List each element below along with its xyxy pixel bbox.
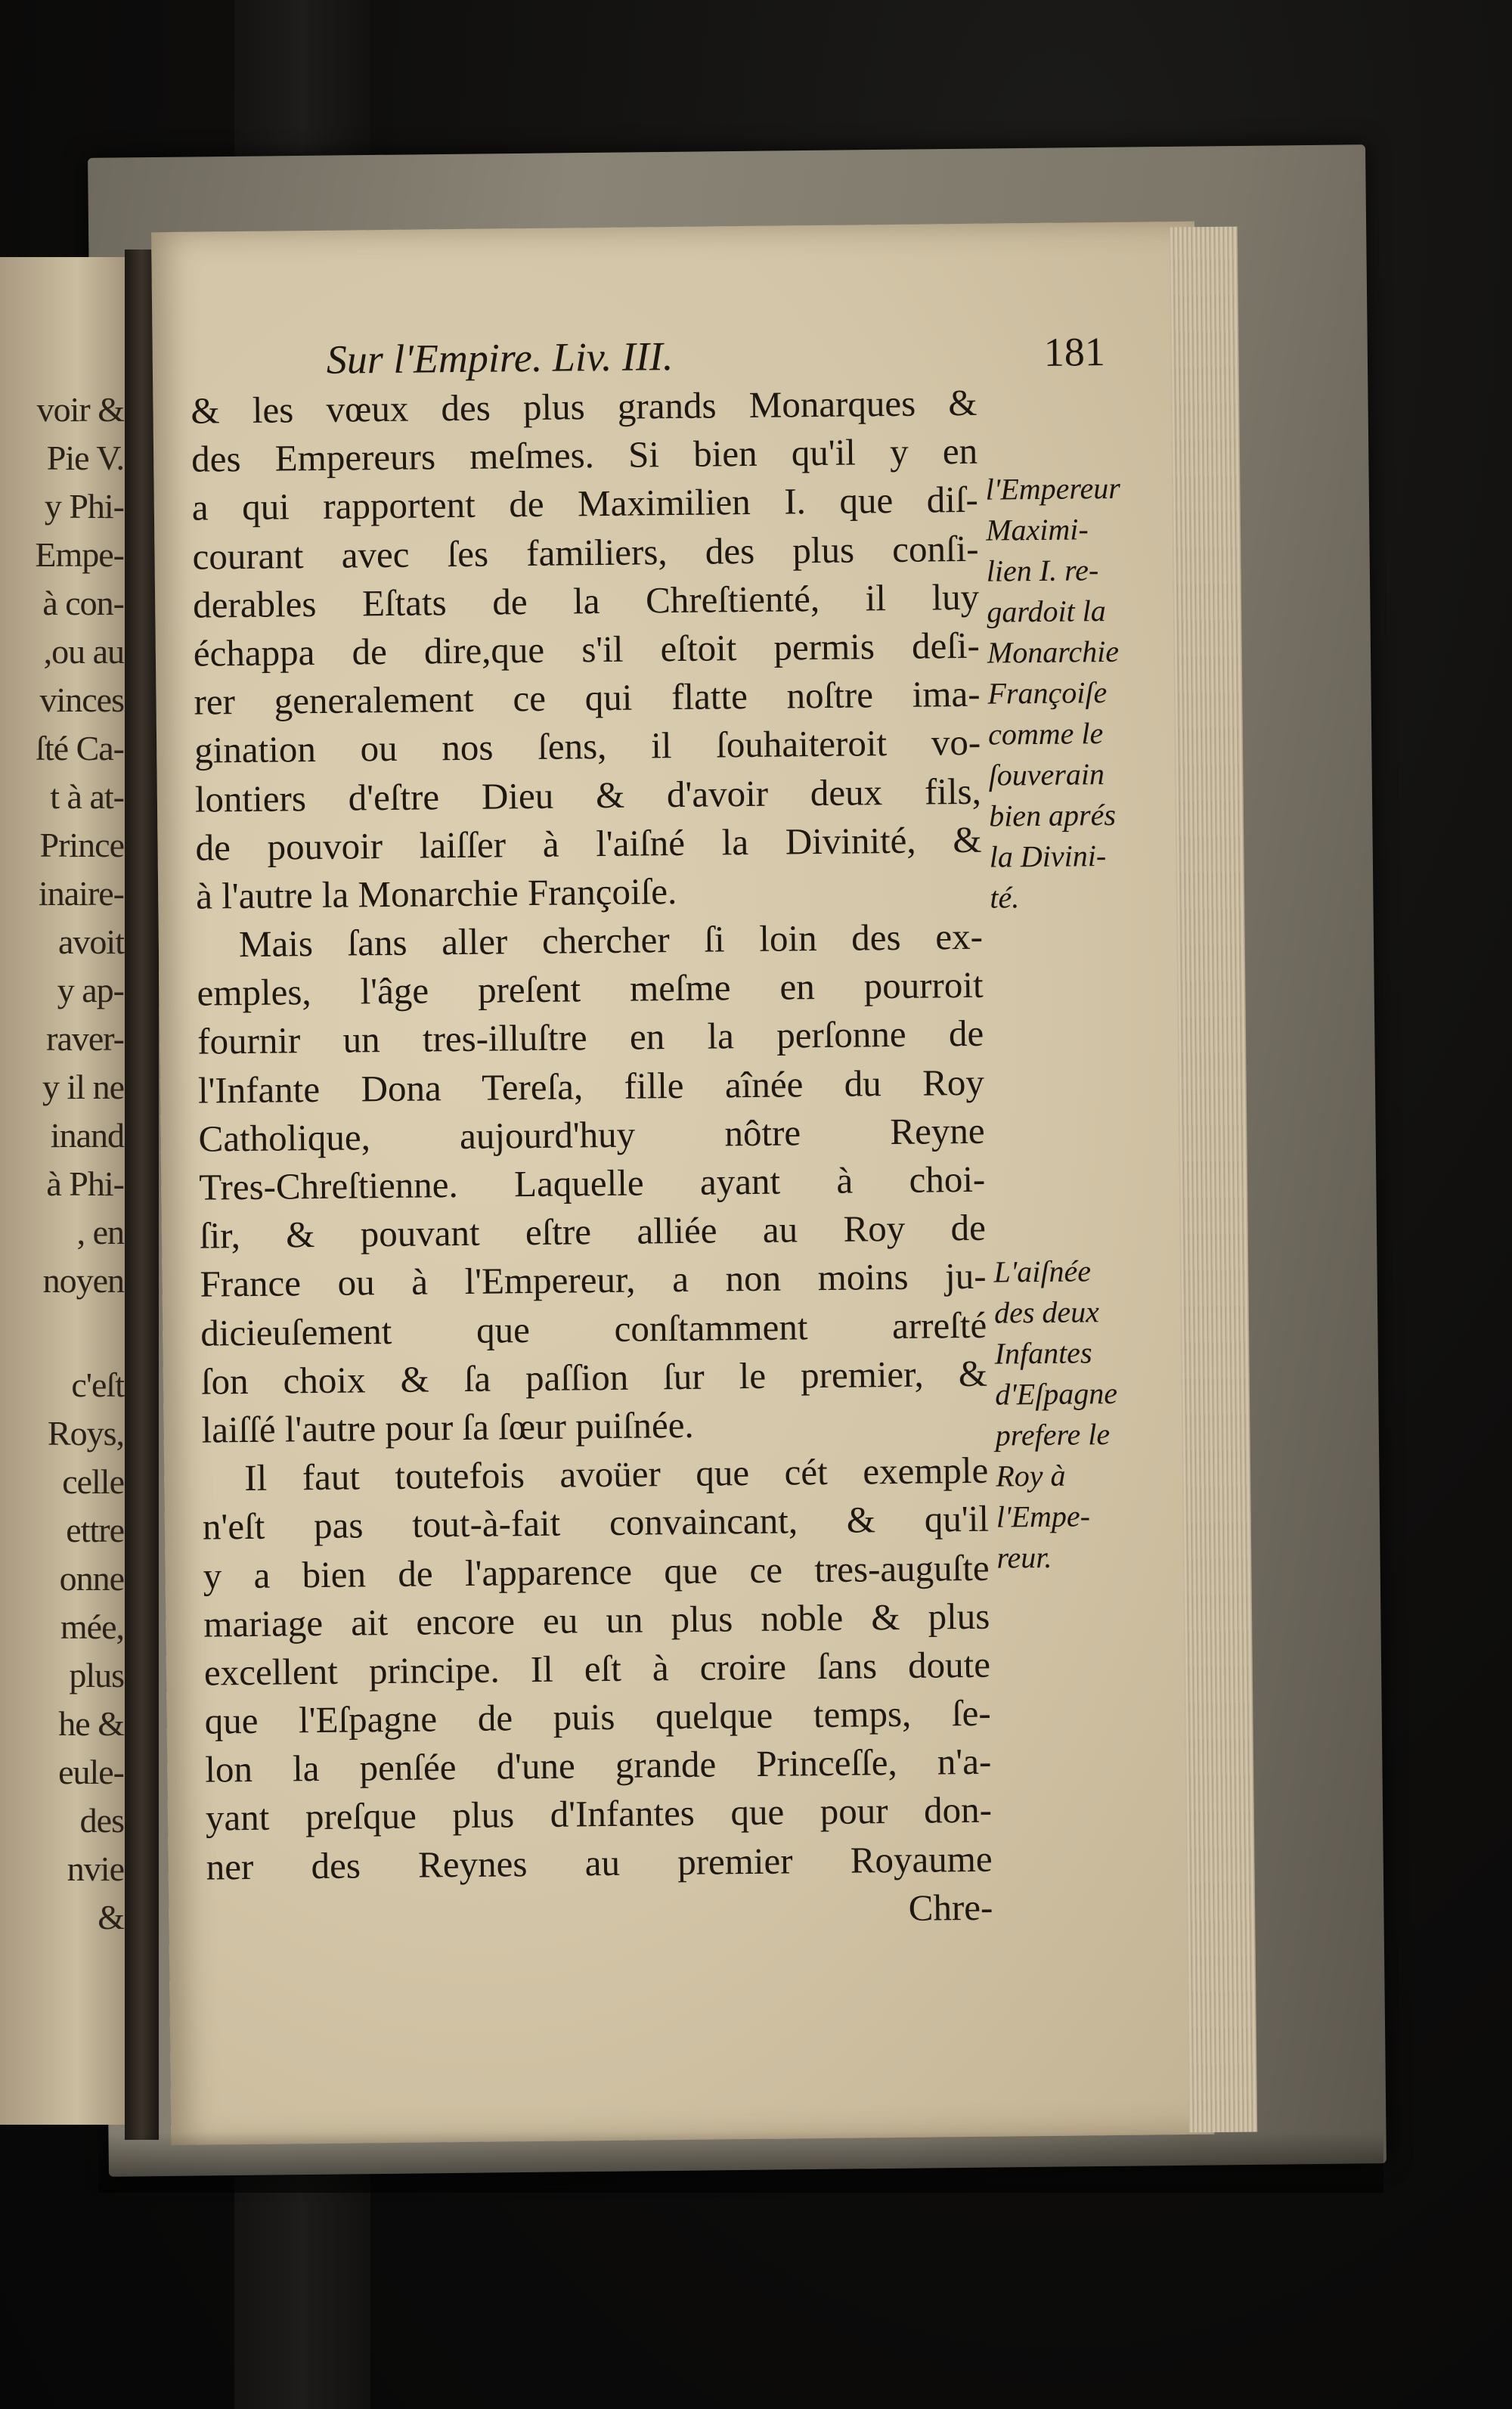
text-line: Catholique, aujourd'huy nôtre Reyne	[198, 1109, 985, 1160]
text-line: que l'Eſpagne de puis quelque temps, ſe-	[204, 1691, 991, 1742]
left-page-fragment: he &	[58, 1704, 124, 1743]
running-head-title: Sur l'Empire. Liv. III.	[326, 333, 674, 383]
margin-note-line: l'Empe-	[996, 1499, 1091, 1534]
left-page-fragment: noyen	[42, 1261, 124, 1300]
margin-note-line: l'Empereur	[985, 470, 1121, 507]
left-page-fragment: voir &	[36, 390, 124, 429]
left-page-fragment: vinces	[39, 681, 124, 719]
text-line: France ou à l'Empereur, a non moins ju-	[200, 1255, 987, 1305]
margin-note-line: la Divini-	[989, 839, 1107, 874]
text-line: derables Eſtats de la Chreſtienté, il luy	[192, 575, 980, 626]
margin-note-line: L'aiſnée	[993, 1254, 1092, 1289]
left-page-fragment: inand	[50, 1116, 124, 1155]
margin-note-line: Infantes	[994, 1335, 1092, 1371]
text-line: de pouvoir laiſſer à l'aiſné la Divinité, &	[195, 818, 982, 869]
left-page-fragment: y Phi-	[44, 487, 124, 526]
text-line: ner des Reynes au premier Royaume	[206, 1837, 993, 1888]
left-page-fragment: y il ne	[42, 1068, 124, 1106]
left-page-fragment: Pie V.	[46, 439, 124, 477]
margin-note-line: Roy à	[996, 1458, 1066, 1493]
text-line: lon la penſée d'une grande Princeſſe, n'a-	[205, 1740, 992, 1790]
margin-note-line: té.	[990, 880, 1020, 915]
text-line: ſon choix & ſa paſſion ſur le premier, &	[200, 1352, 988, 1403]
text-line: ſir, & pouvant eſtre alliée au Roy de	[199, 1206, 987, 1257]
left-page-fragment: avoit	[58, 922, 124, 961]
left-page-fragment: inaire-	[38, 874, 124, 913]
left-page-fragment: plus	[69, 1656, 124, 1694]
text-line: excellent principe. Il eſt à croire ſans doute	[203, 1643, 991, 1694]
left-page-fragment: , en	[76, 1213, 124, 1251]
left-page-fragment: à con-	[42, 584, 124, 622]
left-page-fragment: Empe-	[35, 535, 124, 574]
left-page-fragment: onne	[59, 1559, 124, 1598]
margin-note-maximilien	[985, 467, 1179, 919]
margin-note-line: bien aprés	[988, 797, 1117, 833]
text-line: yant preſque plus d'Infantes que pour don-	[205, 1789, 993, 1840]
left-page-fragment: ,ou au	[43, 632, 124, 671]
left-page-fragment: ſté Ca-	[36, 729, 124, 767]
margin-note-line: des deux	[993, 1294, 1100, 1330]
text-line: & les vœux des plus grands Monarques &	[191, 381, 978, 432]
text-line: y a bien de l'apparence que ce tres-auguſte	[203, 1546, 990, 1597]
left-page-fragment: nvie	[67, 1849, 124, 1888]
text-line: laiſſé l'autre pour ſa ſœur puiſnée.	[201, 1403, 694, 1451]
margin-note-line: comme le	[987, 716, 1104, 752]
margin-note-infante	[993, 1250, 1186, 1579]
left-page-fragment: c'eſt	[71, 1366, 124, 1404]
margin-note-line: ſouverain	[988, 757, 1105, 792]
text-line: n'eſt pas tout-à-fait convaincant, & qu'il	[202, 1498, 990, 1548]
page-number: 181	[1043, 329, 1106, 375]
text-line: à l'autre la Monarchie Françoiſe.	[195, 870, 677, 917]
text-line: des Empereurs meſmes. Si bien qu'il y en	[191, 429, 978, 480]
text-line: échappa de dire,que s'il eſtoit permis deſi-	[193, 624, 981, 674]
text-line: courant avec ſes familiers, des plus conſi-	[192, 527, 979, 578]
text-line: rer generalement ce qui flatte noſtre ima-	[194, 672, 981, 723]
left-page-fragment: celle	[62, 1462, 124, 1501]
text-line: Mais ſans aller chercher ſi loin des ex-	[238, 915, 984, 966]
left-page-fragment: mée,	[60, 1608, 124, 1646]
margin-note-line: gardoit la	[987, 594, 1107, 629]
left-page-fragment: à Phi-	[46, 1164, 124, 1203]
right-page	[151, 222, 1214, 2145]
margin-note-line: d'Eſpagne	[994, 1375, 1118, 1412]
text-line: emples, l'âge preſent meſme en pourroit	[197, 964, 984, 1014]
text-line: fournir un tres-illuſtre en la perſonne de	[197, 1012, 984, 1063]
margin-note-line: Françoiſe	[987, 675, 1108, 711]
margin-note-line: prefere le	[995, 1417, 1111, 1453]
left-page-fragment: &	[98, 1898, 124, 1936]
left-page	[0, 257, 129, 2125]
left-page-fragment: des	[79, 1801, 124, 1840]
text-line: a qui rapportent de Maximilien I. que diſ-	[191, 479, 979, 529]
text-line: l'Infante Dona Tereſa, fille aînée du Roy	[197, 1061, 985, 1111]
margin-note-line: lien I. re-	[986, 553, 1099, 588]
margin-note-line: Maximi-	[985, 512, 1089, 547]
body-text	[191, 379, 993, 1940]
margin-note-line: reur.	[996, 1539, 1052, 1575]
text-line: mariage ait encore eu un plus noble & plus	[203, 1595, 990, 1645]
left-page-fragment: raver-	[46, 1019, 124, 1058]
left-page-fragment: Roys,	[47, 1414, 124, 1453]
left-page-fragment: Prince	[39, 826, 124, 864]
left-page-fragment: eule-	[58, 1753, 124, 1791]
text-line: Il faut toutefois avoüer que cét exemple	[244, 1449, 989, 1499]
bottom-shadow	[98, 2132, 1383, 2193]
left-page-fragment: y ap-	[57, 971, 124, 1009]
text-line: Tres-Chreſtienne. Laquelle ayant à choi-	[198, 1158, 986, 1208]
left-page-fragment: t à at-	[50, 777, 124, 816]
catchword: Chre-	[908, 1886, 993, 1929]
left-page-fragment: ettre	[66, 1511, 124, 1549]
margin-note-line: Monarchie	[987, 634, 1120, 670]
running-head	[326, 328, 1106, 383]
text-line: lontiers d'eſtre Dieu & d'avoir deux fils,	[194, 770, 982, 820]
text-line: gination ou nos ſens, il ſouhaiteroit vo-	[194, 721, 981, 771]
text-line: dicieuſement que conſtamment arreſté	[200, 1304, 987, 1354]
